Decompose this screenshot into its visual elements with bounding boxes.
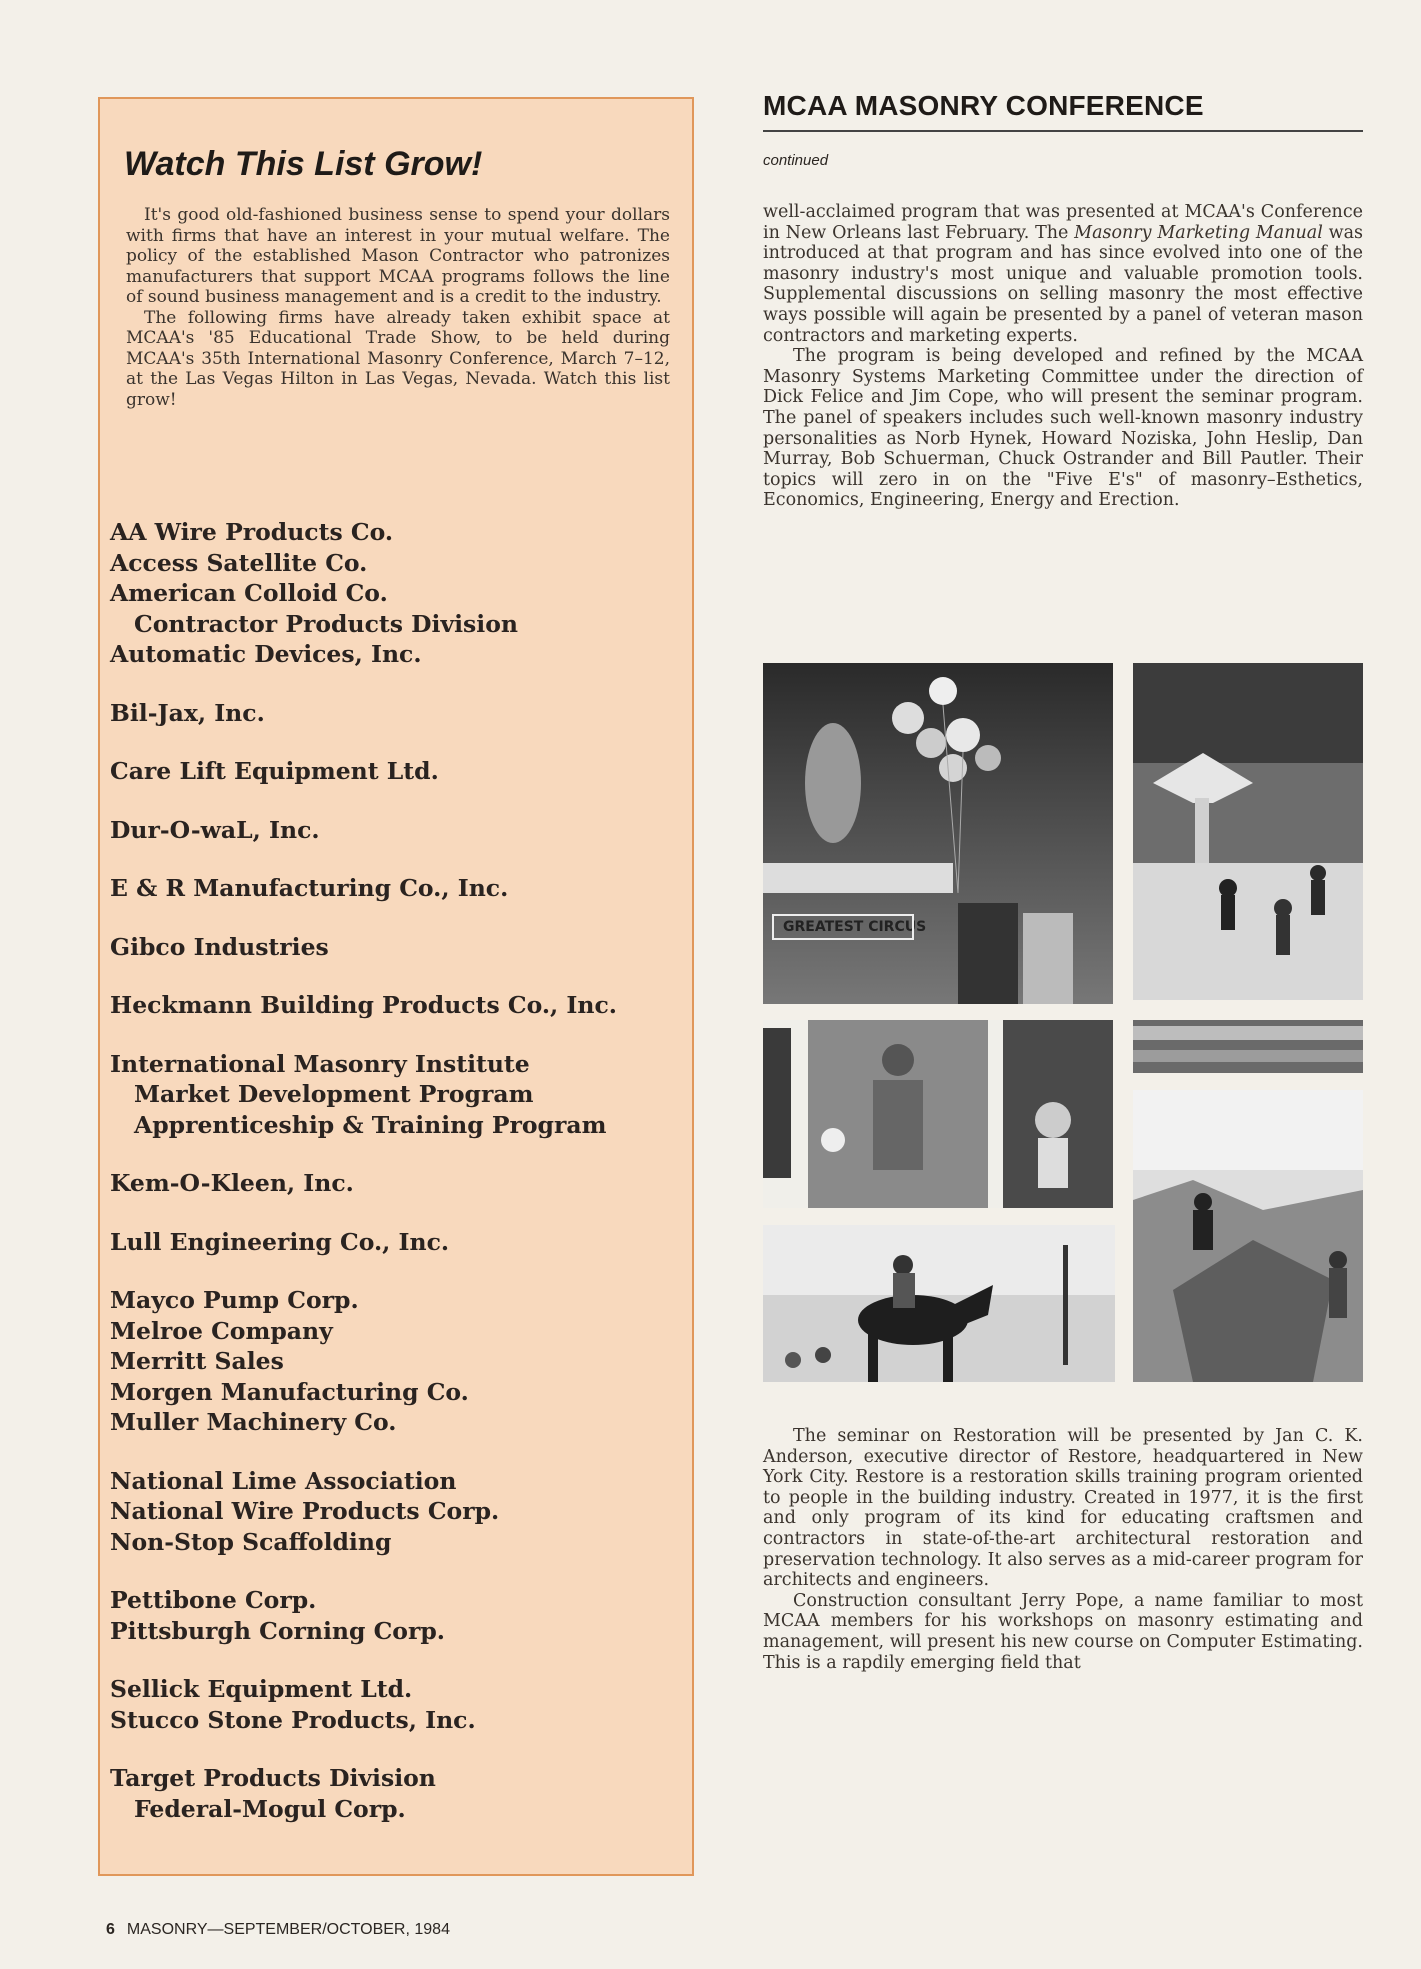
firm-group — [110, 815, 680, 846]
firm-group — [110, 1674, 680, 1735]
article-text-top — [763, 202, 1363, 511]
firm-name: National Wire Products Corp. — [110, 1497, 500, 1525]
photo-fountain-pool — [1133, 663, 1363, 1000]
intro-text — [126, 205, 670, 410]
photo-pipes — [1133, 1020, 1363, 1073]
firm-name: Merritt Sales — [110, 1347, 284, 1375]
photo-kids-feeding — [763, 1020, 1113, 1208]
firm-group — [110, 1049, 680, 1141]
article-text-bottom — [763, 1426, 1363, 1673]
firm-group — [110, 932, 680, 963]
firm-name: American Colloid Co. — [110, 579, 388, 607]
intro-paragraph: The following firms have already taken exhibit space at MCAA's '85 Educational Trade Show, to be held during MCAA's 35th International Masonry Conference, March 7–12, at the Las Vegas Hilton in Las Vegas, Nevada. Watch this list grow! — [126, 307, 670, 410]
firm-group — [110, 990, 680, 1021]
photo-horse-rider — [763, 1225, 1115, 1382]
photo-balloons-circus — [763, 663, 1113, 1004]
section-heading: MCAA MASONRY CONFERENCE — [763, 90, 1363, 132]
firm-name: Gibco Industries — [110, 932, 329, 961]
firm-name: Pettibone Corp. — [110, 1586, 317, 1614]
circus-sign-text: GREATEST CIRCUS — [783, 919, 927, 935]
article-paragraph: well-acclaimed program that was presented at MCAA's Conference in New Orleans last February. The Masonry Marketing Manual was introduced at that program and has since evolved into one of the masonry industry's most unique and valuable promotion tools. Supplemental discussions on selling masonry the most effective ways possible will again be presented by a panel of veteran mason contractors and marketing experts. — [763, 202, 1363, 346]
firm-name: Federal-Mogul Corp. — [134, 1794, 406, 1823]
firm-group — [110, 873, 680, 904]
firm-group — [110, 756, 680, 787]
page-number: 6 — [106, 1921, 115, 1938]
firm-name: Non-Stop Scaffolding — [110, 1527, 392, 1556]
firm-name: National Lime Association — [110, 1466, 457, 1495]
firm-list — [110, 517, 680, 1852]
firm-name: Mayco Pump Corp. — [110, 1286, 359, 1314]
firm-name: Market Development Program — [134, 1080, 534, 1108]
intro-paragraph: It's good old-fashioned business sense to spend your dollars with firms that have an interest in your mutual welfare. The policy of the established Mason Contractor who patronizes manufacturers that support MCAA programs follows the line of sound business management and is a credit to the industry. — [126, 205, 670, 307]
firm-group — [110, 1466, 680, 1558]
page-footer — [106, 1921, 450, 1939]
manual-title: Masonry Marketing Manual — [1074, 222, 1323, 243]
firm-name: Target Products Division — [110, 1764, 436, 1792]
firm-name: Heckmann Building Products Co., Inc. — [110, 991, 617, 1019]
firm-name: Automatic Devices, Inc. — [110, 640, 422, 668]
article-paragraph: The program is being developed and refined by the MCAA Masonry Systems Marketing Committee under the direction of Dick Felice and Jim Cope, who will present the seminar program. The panel of speakers includes such well-known masonry industry personalities as Norb Hynek, Howard Noziska, John Heslip, Dan Murray, Bob Schuerman, Chuck Ostrander and Bill Pautler. Their topics will zero in on the "Five E's" of masonry–Esthetics, Economics, Engineering, Energy and Erection. — [763, 346, 1363, 511]
firm-name: Bil-Jax, Inc. — [110, 698, 265, 727]
firm-name: Apprenticeship & Training Program — [134, 1110, 607, 1139]
firm-group — [110, 517, 680, 670]
firm-name: Stucco Stone Products, Inc. — [110, 1705, 476, 1734]
firm-group — [110, 1227, 680, 1258]
firm-name: Muller Machinery Co. — [110, 1408, 397, 1436]
firm-group — [110, 1763, 680, 1824]
article-paragraph: The seminar on Restoration will be presented by Jan C. K. Anderson, executive director of Restore, headquartered in New York City. Restore is a restoration skills training program oriented to people in the building industry. Created in 1977, it is the first and only program of its kind for educating craftsmen and contractors in state-of-the-art architectural restoration and preservation technology. It also serves as a mid-career program for architects and engineers. — [763, 1426, 1363, 1591]
article-paragraph: Construction consultant Jerry Pope, a name familiar to most MCAA members for his workshops on masonry estimating and management, will present his new course on Computer Estimating. This is a rapdily emerging field that — [763, 1590, 1363, 1673]
exhibitor-list-box — [98, 97, 694, 1876]
firm-name: International Masonry Institute — [110, 1049, 530, 1078]
firm-name: Sellick Equipment Ltd. — [110, 1675, 413, 1703]
firm-group — [110, 1585, 680, 1646]
firm-name: Morgen Manufacturing Co. — [110, 1377, 469, 1406]
firm-group — [110, 1168, 680, 1199]
firm-name: Kem-O-Kleen, Inc. — [110, 1169, 354, 1197]
firm-group — [110, 1285, 680, 1438]
continued-label: continued — [763, 152, 829, 169]
photo-rock-climbers — [1133, 1090, 1363, 1382]
firm-name: Access Satellite Co. — [110, 548, 368, 577]
firm-name: Care Lift Equipment Ltd. — [110, 757, 439, 785]
firm-group — [110, 698, 680, 729]
firm-name: AA Wire Products Co. — [110, 518, 394, 546]
firm-name: Pittsburgh Corning Corp. — [110, 1616, 445, 1645]
publication-line: MASONRY—SEPTEMBER/OCTOBER, 1984 — [126, 1921, 450, 1938]
box-title: Watch This List Grow! — [124, 145, 483, 183]
firm-name: Melroe Company — [110, 1316, 333, 1345]
firm-name: Lull Engineering Co., Inc. — [110, 1227, 450, 1256]
firm-name: E & R Manufacturing Co., Inc. — [110, 874, 509, 902]
firm-name: Dur-O-waL, Inc. — [110, 815, 320, 844]
firm-name: Contractor Products Division — [134, 609, 518, 638]
